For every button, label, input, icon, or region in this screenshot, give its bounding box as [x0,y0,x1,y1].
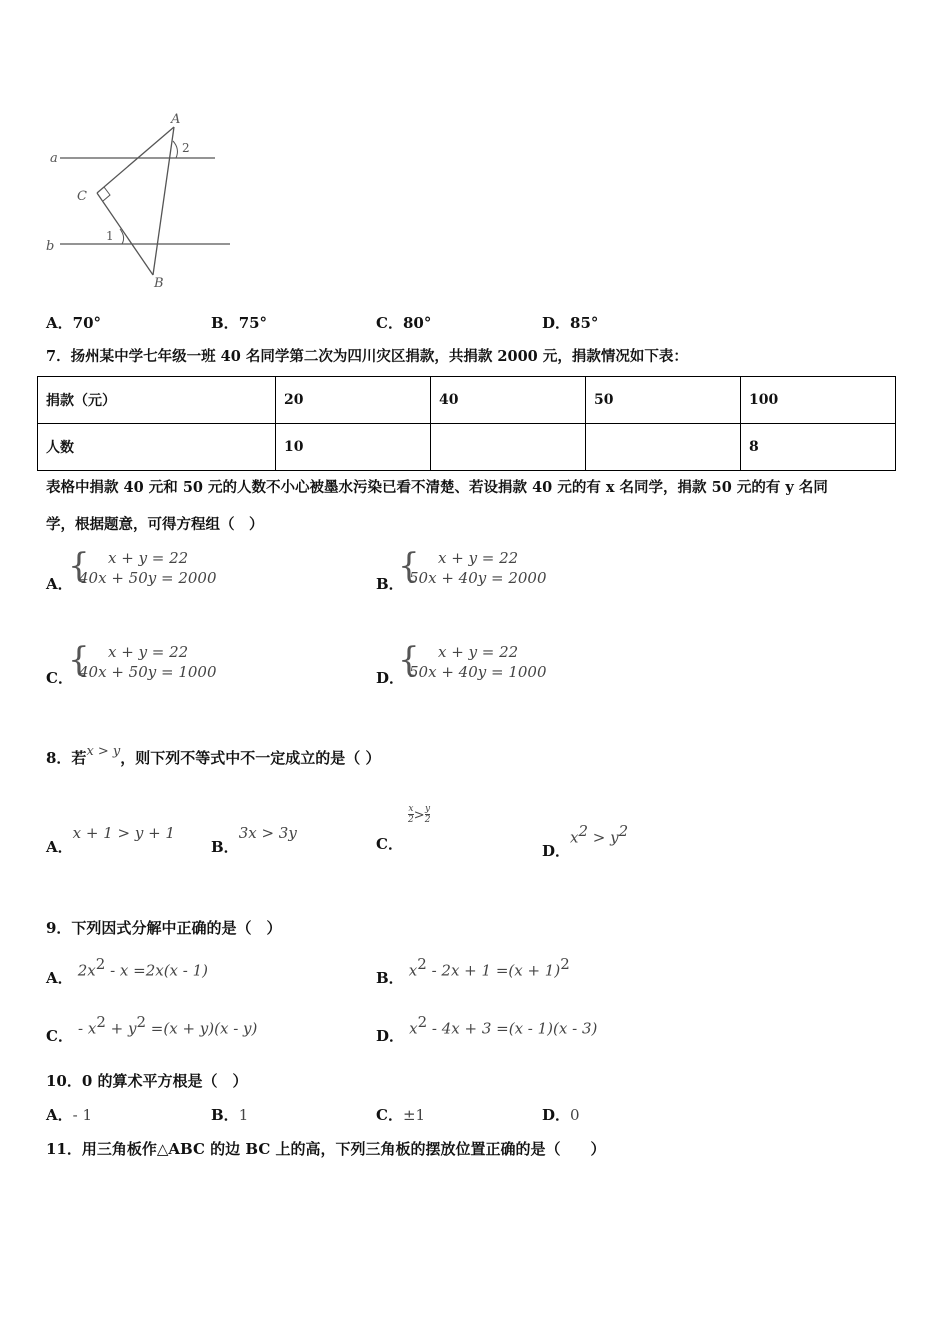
label-C: C [77,189,87,204]
table-cell: 20 [276,377,431,424]
q10-stem: 10．0 的算术平方根是（ ） [46,1072,248,1090]
q6-option-d[interactable]: D．85° [542,314,599,332]
q8-option-a[interactable]: A．x + 1 > y + 1 [46,824,175,856]
q9-stem: 9．下列因式分解中正确的是（ ） [46,919,282,937]
q7-option-b[interactable]: B． { x + y = 22 50x + 40y = 2000 [376,546,547,593]
q6-option-c[interactable]: C．80° [376,314,432,332]
table-cell: 10 [276,424,431,471]
q8-stem: 8．若x > y，则下列不等式中不一定成立的是（ ） [46,744,381,767]
q10-option-d[interactable]: D．0 [542,1106,580,1124]
brace-icon: { [398,546,420,586]
label-A: A [171,112,181,127]
q7-option-d[interactable]: D． { x + y = 22 50x + 40y = 1000 [376,640,547,687]
q7-explain-line1: 表格中捐款 40 元和 50 元的人数不小心被墨水污染已看不清楚、若设捐款 40 元的有 x 名同学，捐款 50 元的有 y 名同 [46,479,828,496]
q7-explain-line2: 学，根据题意，可得方程组（ ） [46,516,264,533]
brace-icon: { [68,546,90,586]
label-1: 1 [106,229,114,243]
label-2: 2 [182,141,190,155]
table-row [38,424,896,471]
q6-option-a[interactable]: A．70° [46,314,102,332]
label-a: a [50,151,58,166]
table-cell [586,424,741,471]
q7-option-a[interactable]: A． { x + y = 22 40x + 50y = 2000 [46,546,217,593]
q10-option-c[interactable]: C．±1 [376,1106,426,1124]
q10-option-b[interactable]: B．1 [211,1106,249,1124]
brace-icon: { [398,640,420,680]
table-cell: 50 [586,377,741,424]
q7-option-c[interactable]: C． { x + y = 22 40x + 50y = 1000 [46,640,217,687]
angle-2-arc [173,141,177,158]
q8-option-c[interactable]: C． $\frac{x}{2}$ > $\frac{y}{2}$ [376,804,431,853]
q9-option-d[interactable]: D． $x^2 - 4x + 3 =(x - 1)(x - 3)$ [376,1013,598,1046]
right-angle-mark [103,187,110,201]
table-cell: 100 [741,377,896,424]
table-cell: 捐款（元） [38,377,276,424]
q8-option-d[interactable]: D．$x^2 > y^2$ [542,822,629,861]
table-cell [431,424,586,471]
q10-option-a[interactable]: A．- 1 [46,1106,93,1124]
table-cell: 人数 [38,424,276,471]
donation-table [37,376,896,471]
q8-option-b[interactable]: B．3x > 3y [211,824,297,856]
q11-stem: 11．用三角板作△ABC 的边 BC 上的高，下列三角板的摆放位置正确的是（ ） [46,1140,606,1158]
label-B: B [154,276,164,290]
q7-stem: 7．扬州某中学七年级一班 40 名同学第二次为四川灾区捐款，共捐款 2000 元，捐款情况如下表： [46,348,688,365]
table-cell: 8 [741,424,896,471]
table-cell: 40 [431,377,586,424]
label-b: b [46,239,55,254]
q6-option-b[interactable]: B．75° [211,314,268,332]
q9-option-a[interactable]: A． $2x^2 - x =2x(x - 1)$ [46,955,209,988]
brace-icon: { [68,640,90,680]
q9-option-c[interactable]: C． - $x^2 + y^2 =(x + y)(x - y)$ [46,1013,258,1046]
geometry-figure [40,105,240,290]
table-row [38,377,896,424]
segment-AC [97,127,174,193]
segment-AB [153,127,174,275]
q9-option-b[interactable]: B． $x^2 - 2x + 1 =(x + 1)^2$ [376,955,570,988]
